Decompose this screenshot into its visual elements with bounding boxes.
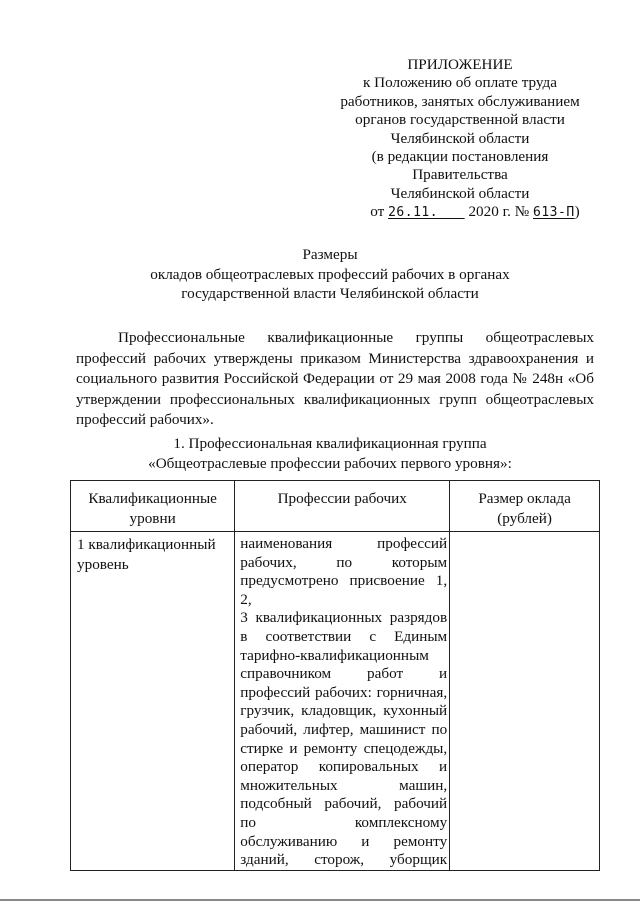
page-edge-line xyxy=(0,899,640,901)
profession-line: грузчик, кладовщик, кухонный xyxy=(240,702,448,720)
appendix-line: работников, занятых обслуживанием xyxy=(340,92,580,110)
date-underline-fill xyxy=(438,203,465,220)
appendix-line: Челябинской области xyxy=(390,184,530,202)
document-title xyxy=(60,245,600,304)
salary-table xyxy=(70,480,600,871)
profession-line: тарифно-квалификационным xyxy=(240,646,429,664)
profession-line: профессий рабочих: горничная, xyxy=(240,683,448,701)
intro-paragraph xyxy=(76,328,594,431)
profession-line: наименования профессий xyxy=(240,535,448,552)
cell-professions xyxy=(235,532,450,871)
profession-line: обслуживанию и ремонту xyxy=(240,832,448,850)
profession-line: по комплексному xyxy=(240,813,448,831)
date-value: 26.11. xyxy=(388,205,439,221)
appendix-line: Правительства xyxy=(412,166,508,184)
header-professions: Профессии рабочих xyxy=(235,481,450,532)
intro-first-line: Профессиональные квалификационные группы общеотраслевых xyxy=(118,329,594,346)
appendix-block xyxy=(330,56,590,223)
profession-line: рабочих, по которым xyxy=(240,553,448,571)
profession-line: 3 квалификационных разрядов xyxy=(240,609,448,627)
title-line: окладов общеотраслевых профессий рабочих в органах xyxy=(150,265,510,283)
title-line: Размеры xyxy=(302,246,358,263)
table-row xyxy=(71,532,600,871)
appendix-line: Челябинской области xyxy=(390,129,530,147)
date-year: 2020 г. № xyxy=(468,203,530,221)
appendix-line: к Положению об оплате труда xyxy=(362,74,558,92)
decree-number: 613-П xyxy=(533,205,575,221)
date-suffix: ) xyxy=(574,203,580,221)
profession-line: стирке и ремонту спецодежды, xyxy=(240,739,448,757)
profession-line: справочником работ и xyxy=(240,665,448,683)
profession-line: подсобный рабочий, рабочий xyxy=(240,795,448,813)
cell-salary xyxy=(450,532,600,871)
group-line: «Общеотраслевые профессии рабочих первого уровня»: xyxy=(148,454,512,472)
profession-line: зданий, сторож, уборщик xyxy=(240,851,448,869)
intro-rest: профессий рабочих утверждены приказом Министерства здравоохранения и социального развития Российской Федерации от 29 мая 2008 года № 248н «Об утверждении профессиональных квалификационных групп общеотраслевых профессий рабочих». xyxy=(76,349,594,428)
appendix-heading: ПРИЛОЖЕНИЕ xyxy=(407,56,513,73)
group-line: 1. Профессиональная квалификационная группа xyxy=(173,435,487,452)
profession-line: рабочий, лифтер, машинист по xyxy=(240,720,448,738)
title-line: государственной власти Челябинской области xyxy=(181,285,479,302)
header-levels: Квалификационные уровни xyxy=(71,481,235,532)
header-salary: Размер оклада (рублей) xyxy=(450,481,600,532)
appendix-line: (в редакции постановления xyxy=(371,148,549,166)
profession-line: в соответствии с Единым xyxy=(240,627,448,645)
profession-line: оператор копировальных и xyxy=(240,758,448,776)
date-prefix: от xyxy=(370,203,385,221)
table-header-row xyxy=(71,481,600,532)
appendix-date-line xyxy=(330,203,590,222)
cell-level: 1 квалификационный уровень xyxy=(71,532,235,871)
profession-line: множительных машин, xyxy=(240,776,448,794)
group-heading xyxy=(60,434,600,473)
profession-line: предусмотрено присвоение 1, 2, xyxy=(240,572,448,608)
appendix-line: органов государственной власти xyxy=(355,111,565,129)
